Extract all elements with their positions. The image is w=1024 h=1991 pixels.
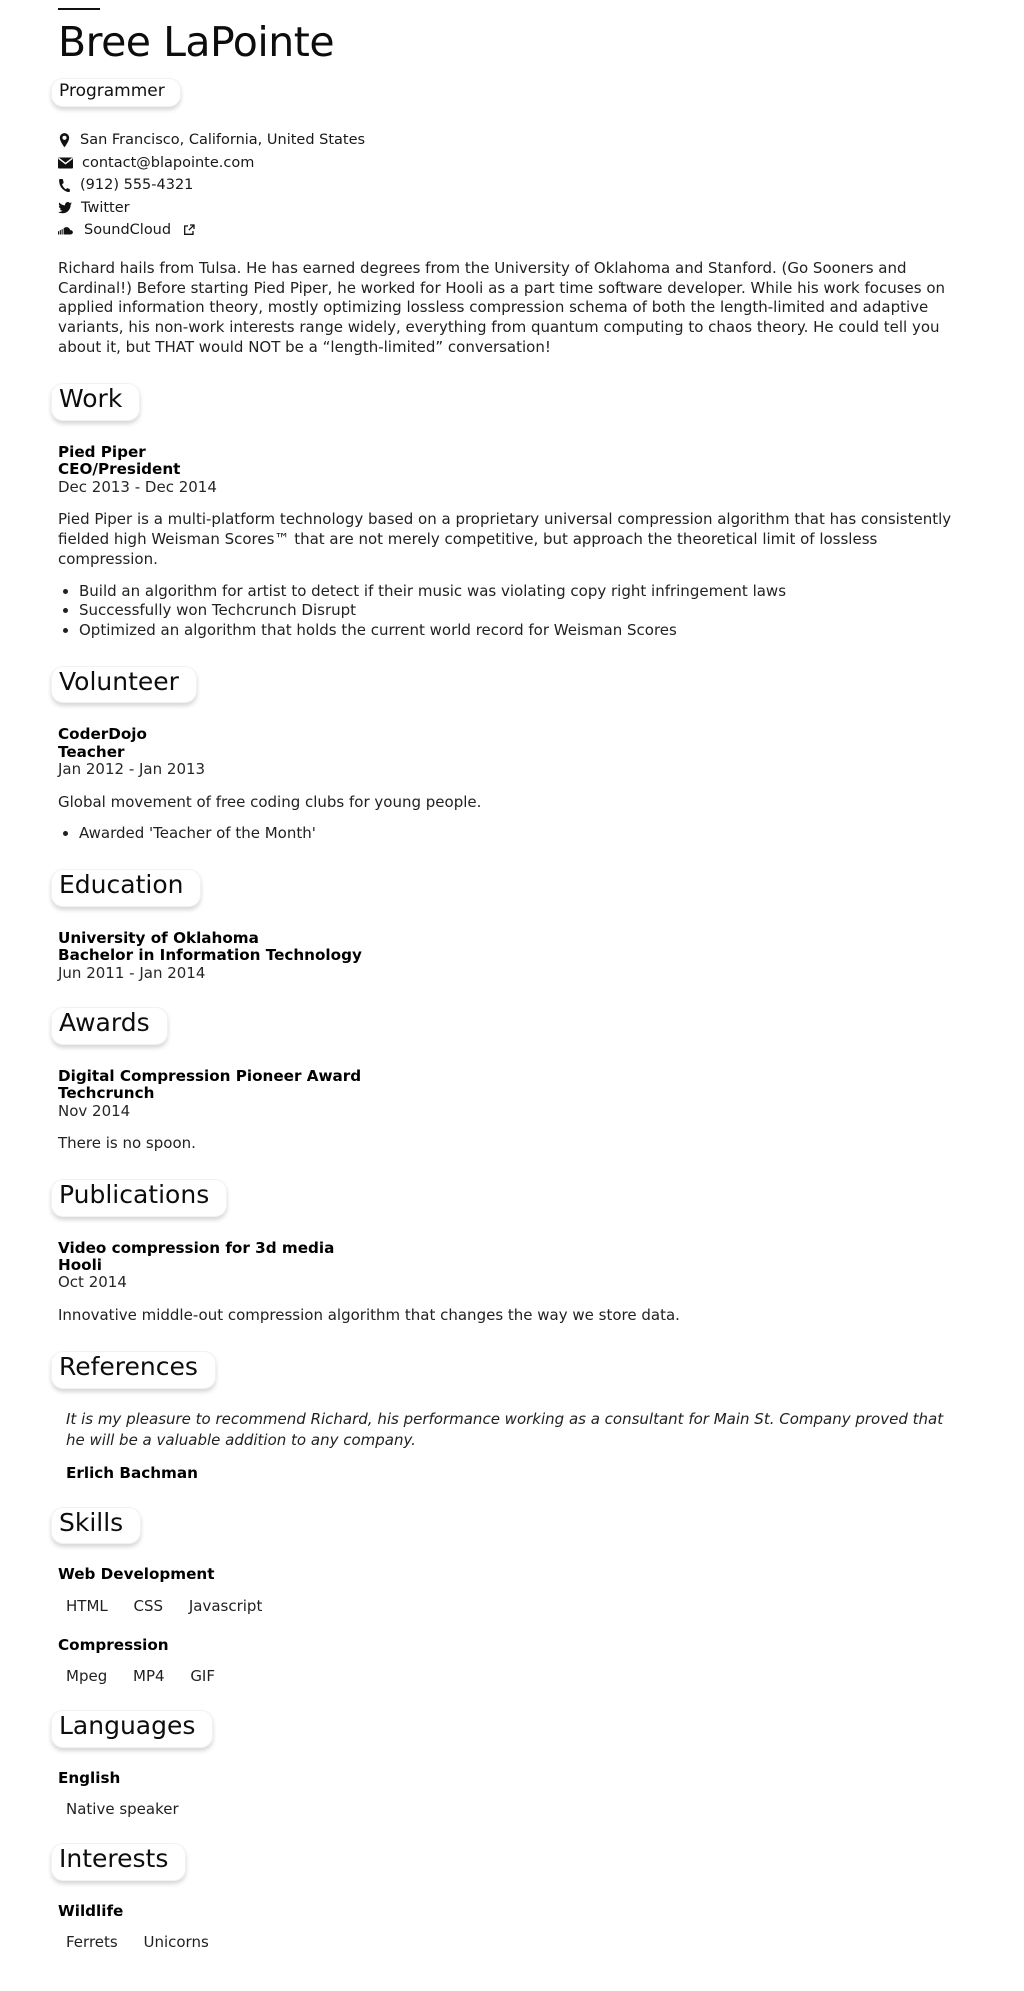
volunteer-dates: Jan 2012 - Jan 2013 (58, 760, 206, 779)
section-references (58, 1351, 966, 1482)
contact-soundcloud-text: SoundCloud (84, 222, 172, 239)
highlight-item: • Successfully won Techcrunch Disrupt (79, 601, 966, 621)
contact-email[interactable] (58, 152, 966, 175)
work-entry (58, 444, 966, 641)
award-entry (58, 1068, 966, 1154)
skill-tags (66, 1597, 966, 1615)
section-awards (58, 1007, 966, 1154)
reference-quote: It is my pleasure to recommend Richard, his performance working as a consultant for Main St. Company proved that he will be a valuable addition to any company. (66, 1409, 944, 1449)
language-fluency (66, 1800, 966, 1818)
education-degree: Bachelor in Information Technology (58, 946, 362, 965)
external-link-icon (183, 224, 195, 236)
volunteer-position: Teacher (58, 742, 125, 761)
skill-tag: Mpeg (66, 1667, 108, 1686)
publication-summary: Innovative middle-out compression algorithm that changes the way we store data. (58, 1305, 680, 1324)
publication-entry (58, 1240, 966, 1326)
award-date: Nov 2014 (58, 1101, 131, 1120)
highlight-item: • Optimized an algorithm that holds the current world record for Weisman Scores (79, 621, 966, 641)
skill-tag: HTML (66, 1596, 108, 1615)
interest-name: Wildlife (58, 1902, 124, 1920)
phone-icon (58, 179, 71, 192)
education-entry (58, 930, 966, 982)
volunteer-section-title: Volunteer (51, 666, 197, 704)
volunteer-highlights (58, 824, 966, 844)
section-interests (58, 1843, 966, 1951)
skill-group-name: Compression (58, 1635, 169, 1654)
language-name: English (58, 1768, 121, 1787)
volunteer-summary: Global movement of free coding clubs for young people. (58, 792, 482, 811)
skill-tags (66, 1667, 966, 1685)
award-awarder: Techcrunch (58, 1084, 155, 1103)
section-publications (58, 1179, 966, 1326)
contact-location (58, 129, 966, 152)
publications-section-title: Publications (51, 1179, 227, 1217)
skill-tag: GIF (190, 1667, 215, 1686)
profile-summary: Richard hails from Tulsa. He has earned degrees from the University of Oklahoma and Stanford. (Go Sooners and Cardinal!) Before starting Pied Piper, he worked for Hooli as a part time software developer. While his work focuses on applied information theory, mostly optimizing lossless compression schema of both the length-limited and adaptive variants, his non-work interests range widely, everything from quantum computing to chaos theory. He could tell you about it, but THAT would NOT be a “length-limited” conversation! (58, 258, 946, 357)
interest-tags (66, 1933, 966, 1951)
work-highlights (58, 582, 966, 641)
page-title: Bree LaPointe (58, 18, 335, 66)
section-volunteer (58, 666, 966, 844)
contact-phone[interactable] (58, 174, 966, 197)
publication-name: Video compression for 3d media (58, 1238, 335, 1257)
contact-phone-text: (912) 555-4321 (80, 177, 194, 194)
interest-tag: Ferrets (66, 1933, 118, 1952)
references-section-title: References (51, 1351, 216, 1389)
section-skills (58, 1507, 966, 1686)
skills-section-title: Skills (51, 1507, 141, 1545)
twitter-icon (58, 202, 72, 214)
soundcloud-icon (58, 225, 75, 236)
publication-publisher: Hooli (58, 1256, 102, 1275)
work-position: CEO/President (58, 460, 181, 479)
job-title-label: Programmer (59, 81, 165, 102)
contact-soundcloud[interactable] (58, 219, 966, 242)
work-section-title: Work (51, 383, 140, 421)
envelope-icon (58, 157, 73, 169)
highlight-item: • Build an algorithm for artist to detect if their music was violating copy right infringement laws (79, 582, 966, 602)
contact-location-text: San Francisco, California, United States (80, 132, 366, 149)
fluency-tag: Native speaker (66, 1800, 179, 1819)
contact-twitter-text: Twitter (81, 199, 130, 216)
volunteer-organization: CoderDojo (58, 725, 147, 744)
section-education (58, 869, 966, 982)
education-dates: Jun 2011 - Jan 2014 (58, 963, 206, 982)
interests-section-title: Interests (51, 1843, 186, 1881)
top-rule (58, 8, 100, 10)
interest-tag: Unicorns (143, 1933, 209, 1952)
award-title: Digital Compression Pioneer Award (58, 1066, 362, 1085)
awards-section-title: Awards (51, 1007, 168, 1045)
location-pin-icon (58, 133, 71, 148)
contact-list (58, 129, 966, 242)
job-title-badge (51, 78, 181, 107)
publication-date: Oct 2014 (58, 1273, 127, 1292)
volunteer-entry (58, 726, 966, 844)
work-summary: Pied Piper is a multi-platform technology based on a proprietary universal compression algorithm that has consistently fielded high Weisman Scores™ that are not merely competitive, but approach the theoretical limit of lossless compression. (58, 510, 952, 568)
skill-tag: CSS (133, 1596, 164, 1615)
education-section-title: Education (51, 869, 201, 907)
reference-name: Erlich Bachman (66, 1463, 198, 1482)
skill-tag: MP4 (133, 1667, 165, 1686)
skill-tag: Javascript (188, 1596, 263, 1615)
contact-twitter[interactable] (58, 197, 966, 220)
work-dates: Dec 2013 - Dec 2014 (58, 477, 217, 496)
skill-group-name: Web Development (58, 1565, 215, 1584)
work-company: Pied Piper (58, 442, 146, 461)
languages-section-title: Languages (51, 1710, 213, 1748)
education-institution: University of Oklahoma (58, 928, 259, 947)
contact-email-text: contact@blapointe.com (82, 154, 255, 171)
award-summary: There is no spoon. (58, 1134, 196, 1152)
section-work (58, 383, 966, 640)
highlight-item: • Awarded 'Teacher of the Month' (79, 824, 966, 844)
section-languages (58, 1710, 966, 1818)
